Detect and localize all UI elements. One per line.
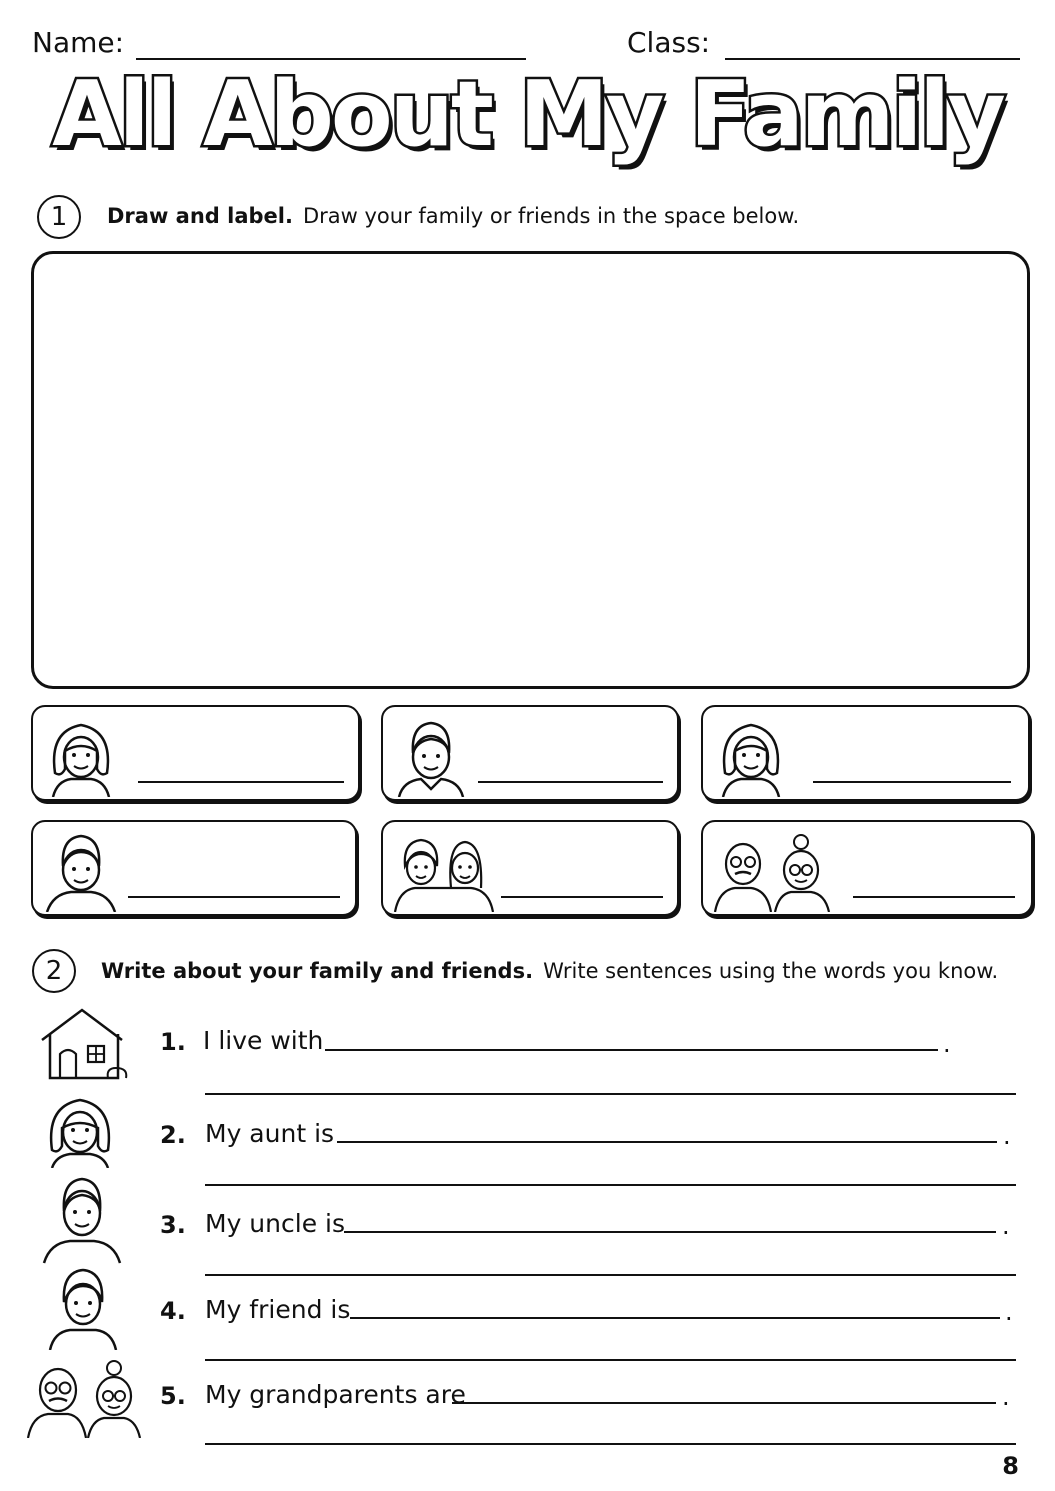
name-label: Name: [32, 26, 125, 59]
sentence-3-extra-line[interactable] [205, 1274, 1016, 1276]
sentence-5-extra-line[interactable] [205, 1443, 1016, 1445]
boy-icon [41, 826, 121, 912]
section-1-number: 1 [37, 195, 81, 239]
sentence-2-period: . [1003, 1122, 1011, 1150]
section-2-instructions [101, 959, 998, 983]
section-1-instruction: Draw your family or friends in the space below. [302, 204, 800, 228]
grandparents-icon [26, 1354, 142, 1438]
woman-icon [711, 711, 791, 797]
page-title: All About My Family [52, 62, 1003, 167]
sentence-2-extra-line[interactable] [205, 1184, 1016, 1186]
sentence-1-extra-line[interactable] [205, 1093, 1016, 1095]
label-card-2 [381, 705, 679, 801]
sentence-4-prompt: My friend is [205, 1295, 351, 1324]
sentence-3-prompt: My uncle is [205, 1209, 345, 1238]
class-label: Class: [627, 26, 711, 59]
section-1-instructions [107, 204, 799, 228]
sentence-5-prompt: My grandparents are [205, 1380, 466, 1409]
sentence-5-period: . [1002, 1383, 1010, 1411]
sentence-4-period: . [1005, 1298, 1013, 1326]
label-card-4 [31, 820, 357, 916]
aunt-icon [40, 1090, 120, 1168]
sentence-2-prompt: My aunt is [205, 1119, 335, 1148]
sentence-5-number: 5. [160, 1382, 186, 1410]
section-2-instruction: Write sentences using the words you know. [543, 959, 999, 983]
children-pair-icon [391, 826, 495, 912]
woman-icon [41, 711, 121, 797]
sentence-3-number: 3. [160, 1211, 186, 1239]
label-card-5 [381, 820, 679, 916]
sentence-2-number: 2. [160, 1121, 186, 1149]
sentence-2-answer-line[interactable] [337, 1141, 997, 1143]
sentence-4-number: 4. [160, 1297, 186, 1325]
name-field[interactable] [136, 58, 526, 60]
label-answer-line[interactable] [138, 781, 344, 783]
label-card-3 [701, 705, 1030, 801]
label-answer-line[interactable] [853, 896, 1015, 898]
man-icon [391, 711, 471, 797]
label-card-1 [31, 705, 360, 801]
sentence-1-number: 1. [160, 1028, 186, 1056]
section-1-heading: Draw and label. [107, 204, 293, 228]
friend-icon [46, 1266, 120, 1350]
sentence-1-answer-line[interactable] [325, 1049, 938, 1051]
sentence-1-prompt: I live with [203, 1026, 324, 1055]
label-card-6 [701, 820, 1033, 916]
sentence-4-extra-line[interactable] [205, 1359, 1016, 1361]
section-2-number: 2 [32, 949, 76, 993]
grandparents-icon [711, 826, 835, 912]
sentence-1-period: . [943, 1030, 951, 1058]
label-answer-line[interactable] [501, 896, 663, 898]
label-answer-line[interactable] [813, 781, 1011, 783]
section-2-heading: Write about your family and friends. [101, 959, 534, 983]
sentence-3-answer-line[interactable] [344, 1231, 996, 1233]
sentence-3-period: . [1002, 1212, 1010, 1240]
label-answer-line[interactable] [478, 781, 663, 783]
uncle-icon [40, 1173, 124, 1265]
sentence-5-answer-line[interactable] [452, 1402, 996, 1404]
page-number: 8 [1002, 1452, 1019, 1480]
sentence-4-answer-line[interactable] [350, 1317, 1000, 1319]
drawing-area[interactable] [31, 251, 1030, 689]
class-field[interactable] [725, 58, 1020, 60]
house-icon [38, 1004, 132, 1084]
label-answer-line[interactable] [128, 896, 340, 898]
